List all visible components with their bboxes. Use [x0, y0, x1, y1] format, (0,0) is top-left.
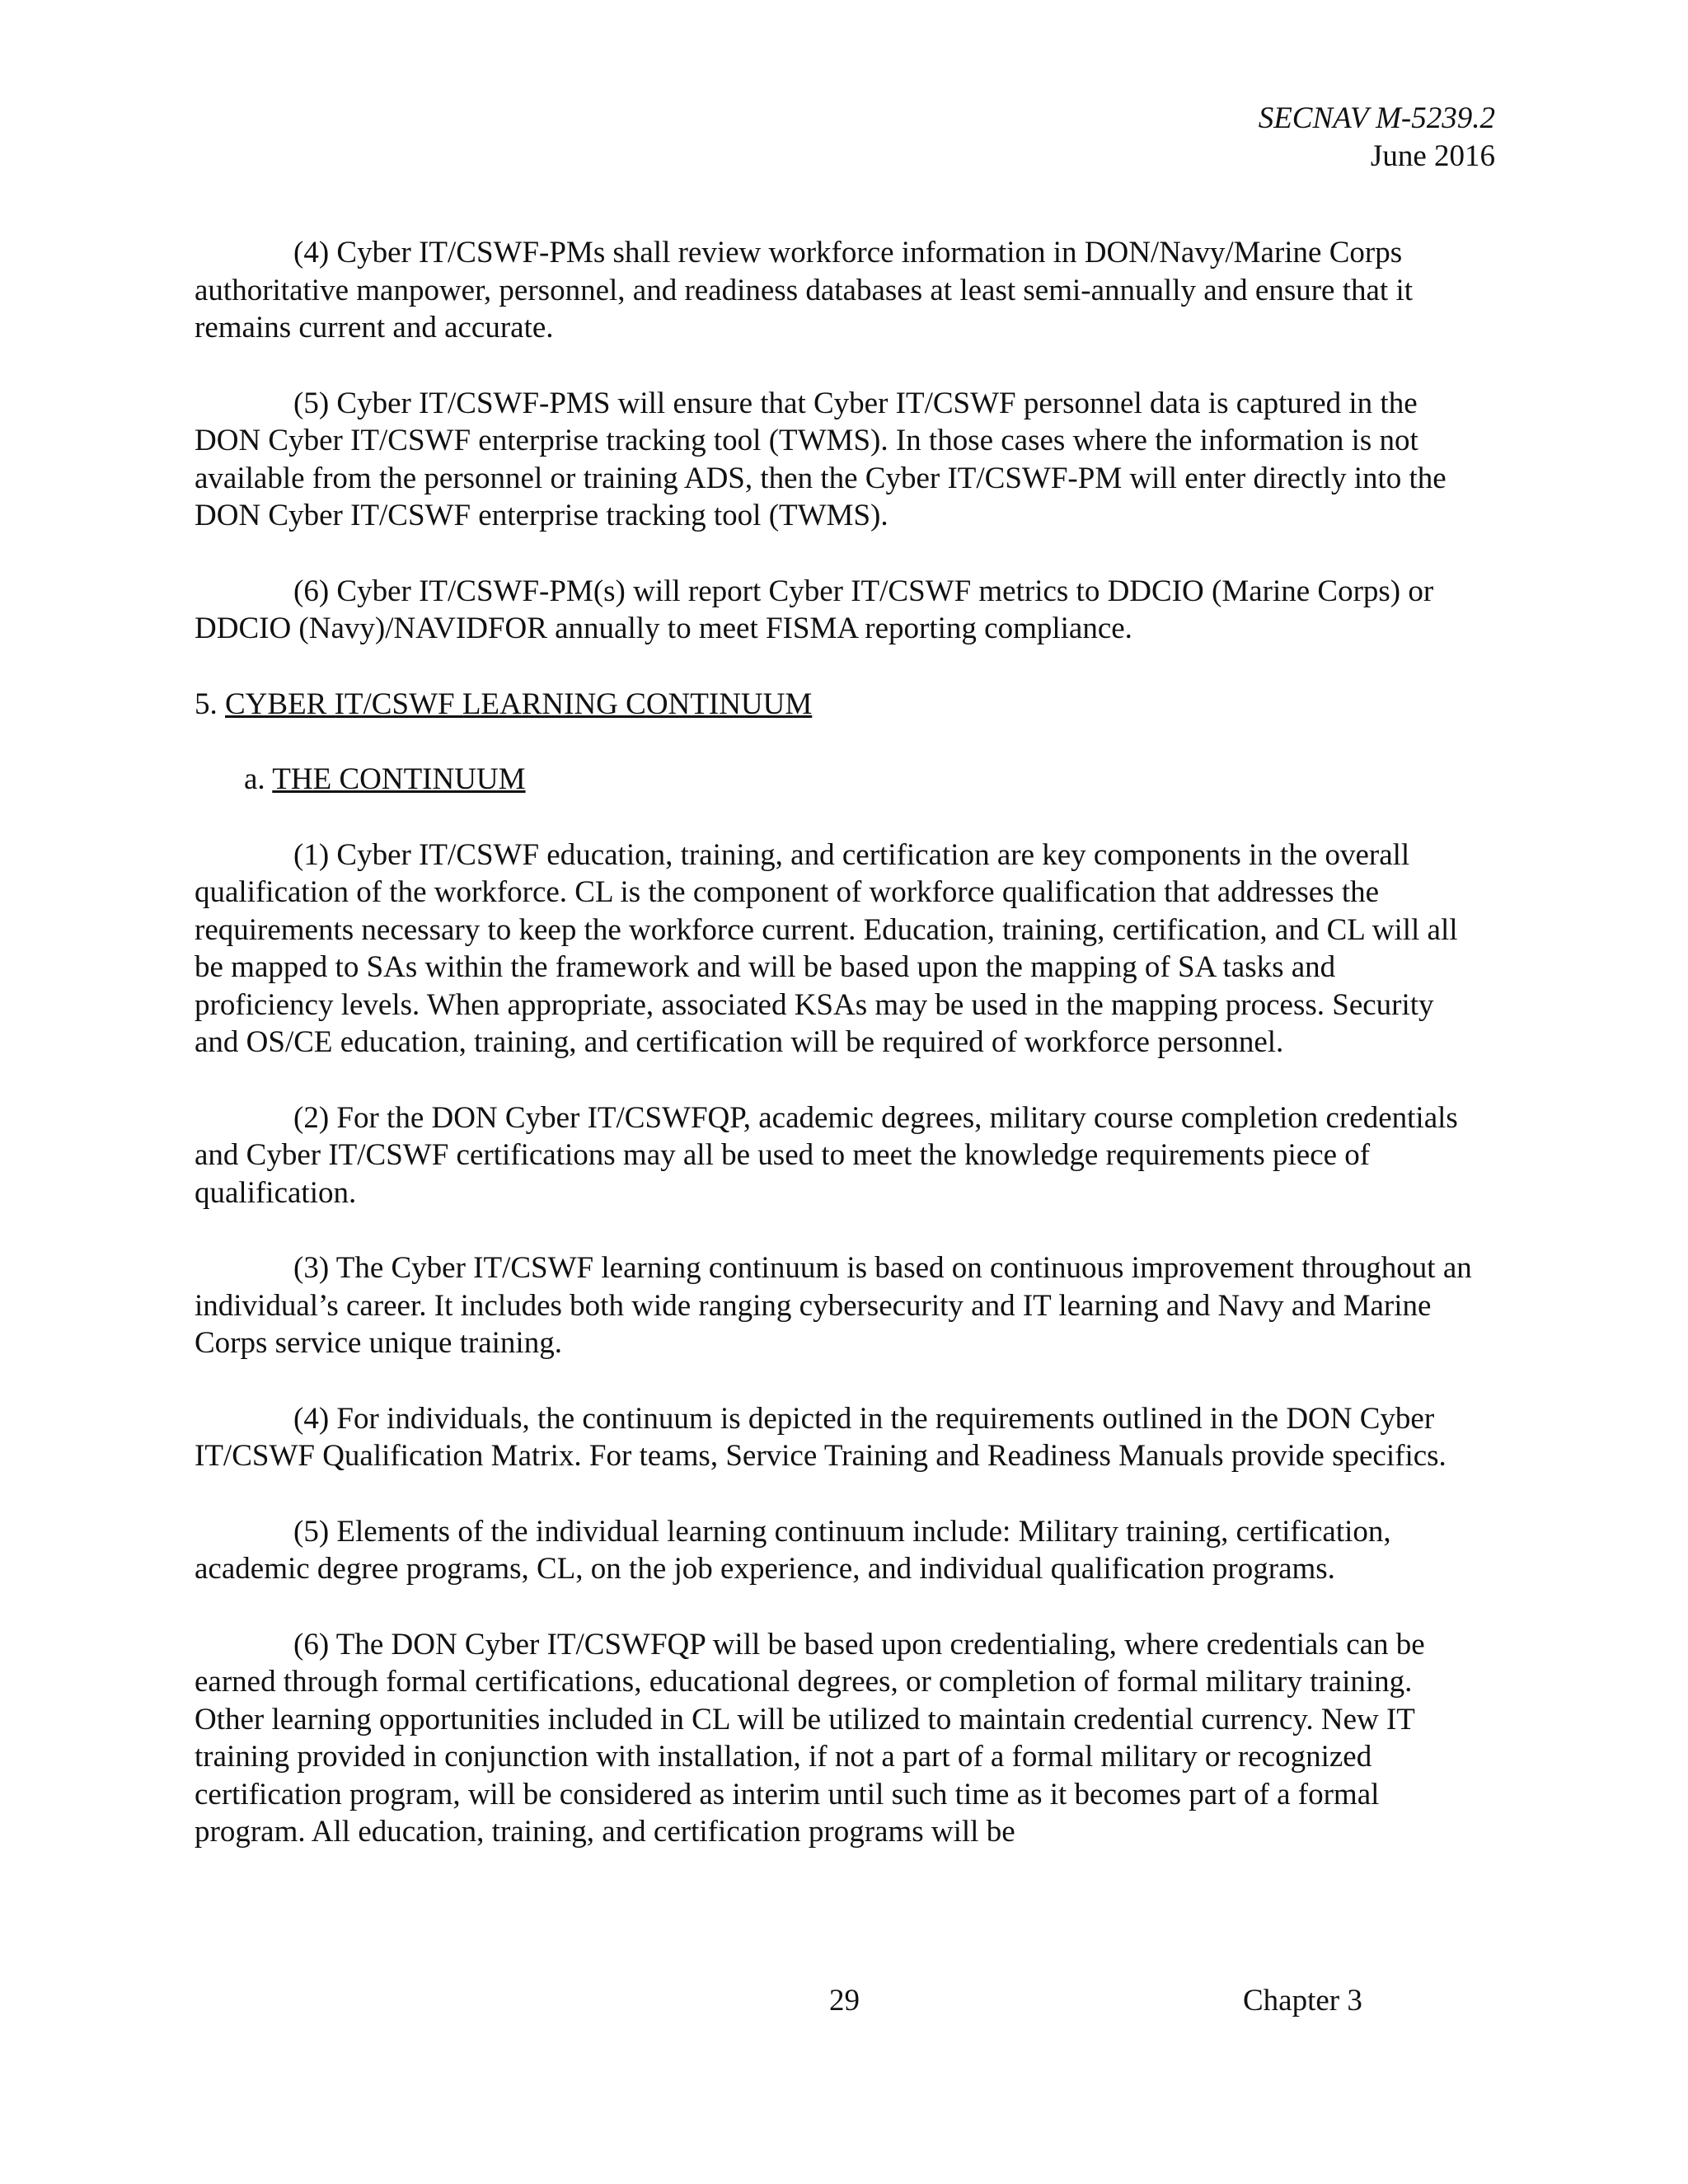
subsection-heading [195, 761, 1472, 799]
continuum-paragraph-4: (4) For individuals, the continuum is depicted in the requirements outlined in the DON Cyber IT/CSWF Qualification Matrix. For teams, Service Training and Readiness Manuals provide specifics. [195, 1401, 1447, 1473]
paragraph-5: (5) Cyber IT/CSWF-PMS will ensure that Cyber IT/CSWF personnel data is captured in the DON Cyber IT/CSWF enterprise tracking tool (TWMS). In those cases where the information is not available from the personnel or training ADS, then the Cyber IT/CSWF-PM will enter directly into the DON Cyber IT/CSWF enterprise tracking tool (TWMS). [195, 386, 1447, 532]
page-number: 29 [829, 1984, 860, 2018]
document-body [195, 234, 1472, 1889]
paragraph-6: (6) Cyber IT/CSWF-PM(s) will report Cyber IT/CSWF metrics to DDCIO (Marine Corps) or DDCIO (Navy)/NAVIDFOR annually to meet FISMA reporting compliance. [195, 574, 1434, 645]
continuum-paragraph-3: (3) The Cyber IT/CSWF learning continuum is based on continuous improvement throughout an individual’s career. It includes both wide ranging cybersecurity and IT learning and Navy and Marine Corps service unique training. [195, 1251, 1472, 1360]
section-number: 5. [195, 687, 218, 721]
section-title: CYBER IT/CSWF LEARNING CONTINUUM [225, 687, 813, 721]
continuum-paragraph-5: (5) Elements of the individual learning continuum include: Military training, certification, academic degree programs, CL, on the job experience, and individual qualification programs. [195, 1514, 1391, 1586]
continuum-paragraph-2: (2) For the DON Cyber IT/CSWFQP, academic degrees, military course completion credentials and Cyber IT/CSWF certifications may all be used to meet the knowledge requirements piece of qualification. [195, 1100, 1458, 1210]
chapter-label: Chapter 3 [1243, 1984, 1362, 2018]
document-id: SECNAV M-5239.2 [1258, 101, 1495, 135]
continuum-paragraph-1: (1) Cyber IT/CSWF education, training, and certification are key components in the overall qualification of the workforce. CL is the component of workforce qualification that addresses the requirements necessary to keep the workforce current. Education, training, certification, and CL will all be mapped to SAs within the framework and will be based upon the mapping of SA tasks and proficiency levels. When appropriate, associated KSAs may be used in the mapping process. Security and OS/CE education, training, and certification will be required of workforce personnel. [195, 837, 1458, 1059]
subsection-title: THE CONTINUUM [272, 762, 526, 796]
document-date: June 2016 [1370, 139, 1495, 173]
section-heading [195, 686, 1472, 724]
paragraph-4: (4) Cyber IT/CSWF-PMs shall review workforce information in DON/Navy/Marine Corps authoritative manpower, personnel, and readiness databases at least semi-annually and ensure that it remains current and accurate. [195, 236, 1414, 344]
continuum-paragraph-6: (6) The DON Cyber IT/CSWFQP will be based upon credentialing, where credentials can be earned through formal certifications, educational degrees, or completion of formal military training. Other learning opportunities included in CL will be utilized to maintain credential currency. New IT training provided in conjunction with installation, if not a part of a formal military or recognized certification program, will be considered as interim until such time as it becomes part of a formal program. All education, training, and certification programs will be [195, 1627, 1425, 1849]
subsection-letter: a. [244, 762, 265, 796]
